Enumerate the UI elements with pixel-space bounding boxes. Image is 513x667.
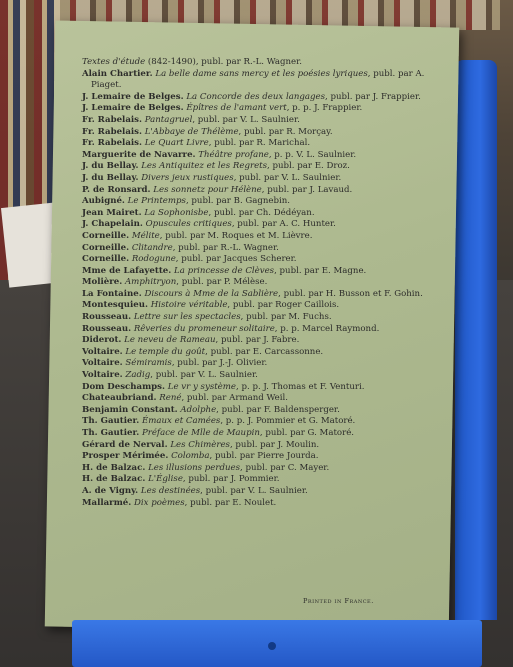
entry-work-title: Clitandre (131, 242, 173, 253)
entry-editor: , publ. par A. Piaget. (91, 68, 425, 91)
entry-work-title: Le Quart Livre (144, 138, 209, 149)
entry-editor: , publ. par Jacques Scherer. (175, 254, 297, 265)
entry-author: Gérard de Nerval. (82, 439, 168, 450)
list-item (82, 254, 427, 266)
entry-work-title: Les Antiquitez et les Regrets (141, 161, 268, 172)
entry-editor: , publ. par V. L. Saulnier. (192, 114, 300, 125)
list-item (82, 266, 427, 278)
list-item (82, 451, 427, 463)
entry-editor: , p. p. Marcel Raymond. (274, 323, 380, 334)
entry-work-title: Le vr y système (167, 381, 237, 392)
entry-editor: , publ. par E. Carcassonne. (205, 346, 324, 357)
entry-author: H. de Balzac. (82, 474, 146, 485)
stand-hole (268, 642, 276, 650)
list-item (82, 405, 427, 417)
entry-author: Marguerite de Navarre. (82, 149, 196, 160)
list-item (82, 463, 427, 475)
entry-work-title: Théâtre profane (198, 149, 269, 160)
entry-author: Chateaubriand. (82, 393, 157, 404)
blue-book-stand-base (72, 620, 482, 667)
entry-work-title: Rodogune (131, 254, 176, 265)
entry-work-title: Colomba (171, 451, 210, 462)
entry-author: Voltaire. (82, 370, 123, 381)
entry-author: Prosper Mérimée. (82, 451, 169, 462)
entry-author: Corneille. (82, 254, 130, 265)
entry-author: Fr. Rabelais. (82, 138, 142, 149)
list-item (82, 161, 427, 173)
entry-editor: , publ. par V. L. Saulnier. (200, 485, 308, 496)
list-item (82, 208, 427, 220)
entry-editor: , publ. par V. L. Saulnier. (150, 370, 258, 381)
entry-editor: , publ. par J. Moulin. (229, 439, 320, 450)
entry-work-title: Textes d'étude (82, 57, 146, 67)
list-item (82, 138, 427, 150)
entry-editor: , publ. par P. Mélèse. (176, 277, 268, 288)
entry-work-title: Mélite (131, 230, 160, 241)
entry-author: Fr. Rabelais. (82, 114, 142, 125)
entry-editor: , publ. par Roger Caillois. (227, 300, 340, 311)
entry-editor: , publ. par F. Baldensperger. (216, 404, 340, 415)
entry-editor: (842-1490), publ. par R.-L. Wagner. (145, 57, 302, 67)
entry-work-title: Épîtres de l'amant vert (186, 103, 287, 114)
entry-editor: , publ. par J.-J. Olivier. (171, 358, 268, 369)
entry-author: Jean Mairet. (82, 207, 142, 218)
entry-work-title: Zadig (125, 370, 151, 381)
list-item (82, 370, 427, 382)
entry-work-title: Amphitryon (124, 277, 177, 288)
entry-work-title: Histoire véritable (150, 300, 228, 311)
entry-work-title: Les illusions perdues (148, 462, 241, 473)
list-item (82, 289, 427, 301)
entry-author: Mallarmé. (82, 497, 132, 508)
entry-work-title: La Sophonisbe (144, 207, 209, 218)
list-item (82, 486, 427, 498)
list-item (82, 115, 427, 127)
entry-work-title: Le temple du goût (125, 346, 206, 357)
list-item (82, 393, 427, 405)
entry-author: J. Chapelain. (82, 219, 143, 230)
entry-editor: , publ. par R. Marichal. (208, 138, 311, 149)
entry-author: Montesquieu. (82, 300, 148, 311)
list-item (82, 69, 427, 92)
entry-editor: , publ. par E. Droz. (267, 161, 350, 172)
list-item (82, 277, 427, 289)
list-item (82, 312, 427, 324)
entry-work-title: Sémiramis (125, 358, 172, 369)
entry-editor: , publ. par C. Mayer. (240, 462, 330, 473)
entry-editor: , publ. par Ch. Dédéyan. (208, 207, 315, 218)
entry-work-title: Adolphe (180, 404, 217, 415)
entry-work-title: La princesse de Clèves (174, 265, 275, 276)
list-item (82, 324, 427, 336)
entry-editor: , publ. par J. Fabre. (215, 335, 300, 346)
list-item (82, 498, 427, 510)
entry-editor: , publ. par G. Matoré. (259, 428, 355, 438)
entry-editor: , publ. par H. Busson et F. Gohin. (278, 288, 423, 299)
entry-author: La Fontaine. (82, 288, 142, 299)
entry-work-title: Préface de Mlle de Maupin (141, 428, 260, 438)
entry-editor: , publ. par Armand Weil. (181, 393, 288, 404)
list-item (82, 300, 427, 312)
entry-editor: , p. p. J. Pommier et G. Matoré. (220, 416, 356, 427)
entry-editor: , publ. par R. Morçay. (238, 126, 333, 137)
list-item (82, 335, 427, 347)
list-item (82, 428, 427, 440)
list-item (82, 440, 427, 452)
list-item (82, 243, 427, 255)
entry-author: Corneille. (82, 242, 130, 253)
entry-work-title: L'Abbaye de Thélème (144, 126, 239, 137)
entry-author: Mme de Lafayette. (82, 265, 172, 276)
entry-author: J. Lemaire de Belges. (82, 103, 184, 114)
entry-author: Alain Chartier. (82, 68, 153, 79)
list-item (82, 173, 427, 185)
list-item (82, 150, 427, 162)
entry-editor: , publ. par J. Frappier. (325, 91, 421, 102)
entry-work-title: L'Église (148, 474, 183, 485)
entry-work-title: Émaux et Camées (141, 416, 221, 427)
entry-work-title: La Concorde des deux langages (186, 91, 326, 102)
entry-work-title: Rêveries du promeneur solitaire (133, 323, 275, 334)
entry-work-title: Pantagruel (144, 114, 193, 125)
entry-editor: , publ. par Pierre Jourda. (209, 451, 319, 462)
blue-book-stand-back (455, 60, 497, 620)
entry-work-title: Dix poèmes (134, 497, 185, 508)
entry-work-title: Divers jeux rustiques (141, 172, 234, 183)
list-item (82, 347, 427, 359)
entry-author: A. de Vigny. (82, 485, 139, 496)
entry-editor: , publ. par E. Magne. (274, 265, 367, 276)
entry-author: P. de Ronsard. (82, 184, 151, 195)
entry-author: Molière. (82, 277, 123, 288)
entry-work-title: Le Printemps (127, 196, 186, 207)
entry-editor: , publ. par R.-L. Wagner. (172, 242, 279, 253)
entry-author: J. du Bellay. (82, 172, 139, 183)
entry-editor: , publ. par M. Roques et M. Lièvre. (159, 230, 313, 241)
list-item (82, 185, 427, 197)
entry-work-title: Opuscules critiques (145, 219, 232, 230)
entry-editor: , publ. par J. Lavaud. (261, 184, 353, 195)
list-item (82, 219, 427, 231)
entry-author: Benjamin Constant. (82, 404, 178, 415)
entry-editor: , publ. par M. Fuchs. (240, 312, 332, 323)
entry-editor: , p. p. J. Thomas et F. Venturi. (236, 381, 365, 392)
entry-author: J. du Bellay. (82, 161, 139, 172)
entry-author: H. de Balzac. (82, 462, 146, 473)
entry-editor: , publ. par B. Gagnebin. (185, 196, 291, 207)
entry-author: Rousseau. (82, 323, 132, 334)
entry-editor: , publ. par V. L. Saulnier. (233, 172, 342, 183)
entry-author: Dom Deschamps. (82, 381, 166, 392)
entry-work-title: Le neveu de Rameau (124, 335, 216, 346)
list-item (82, 231, 427, 243)
entry-work-title: Lettre sur les spectacles (133, 312, 241, 323)
list-item (82, 358, 427, 370)
entry-author: Diderot. (82, 335, 122, 346)
book-list (82, 57, 427, 509)
printed-in-france-note: Printed in France. (303, 597, 374, 605)
entry-work-title: La belle dame sans mercy et les poésies lyriques (155, 68, 368, 79)
entry-author: Voltaire. (82, 358, 123, 369)
entry-editor: , publ. par E. Noulet. (184, 497, 277, 508)
entry-author: Corneille. (82, 230, 130, 241)
entry-author: Th. Gautier. (82, 428, 140, 438)
list-item (82, 416, 427, 428)
list-item (82, 382, 427, 394)
entry-work-title: Les destinées (140, 485, 201, 496)
entry-work-title: Discours à Mme de la Sablière (144, 288, 279, 299)
list-item (82, 103, 427, 115)
entry-work-title: Les sonnetz pour Hélène (153, 184, 262, 195)
list-item (82, 196, 427, 208)
list-item (82, 57, 427, 69)
entry-editor: , publ. par J. Pommier. (182, 474, 280, 485)
entry-author: Fr. Rabelais. (82, 126, 142, 137)
entry-editor: , publ. par A. C. Hunter. (231, 219, 336, 230)
entry-editor: , p. p. V. L. Saulnier. (268, 149, 357, 160)
entry-author: Aubigné. (82, 196, 125, 207)
entry-author: Rousseau. (82, 312, 132, 323)
list-item (82, 127, 427, 139)
entry-author: Th. Gautier. (82, 416, 140, 427)
entry-author: Voltaire. (82, 346, 123, 357)
entry-editor: , p. p. J. Frappier. (286, 103, 363, 114)
entry-work-title: René (159, 393, 182, 404)
list-item (82, 92, 427, 104)
list-item (82, 474, 427, 486)
entry-work-title: Les Chimères (170, 439, 230, 450)
entry-author: J. Lemaire de Belges. (82, 91, 184, 102)
